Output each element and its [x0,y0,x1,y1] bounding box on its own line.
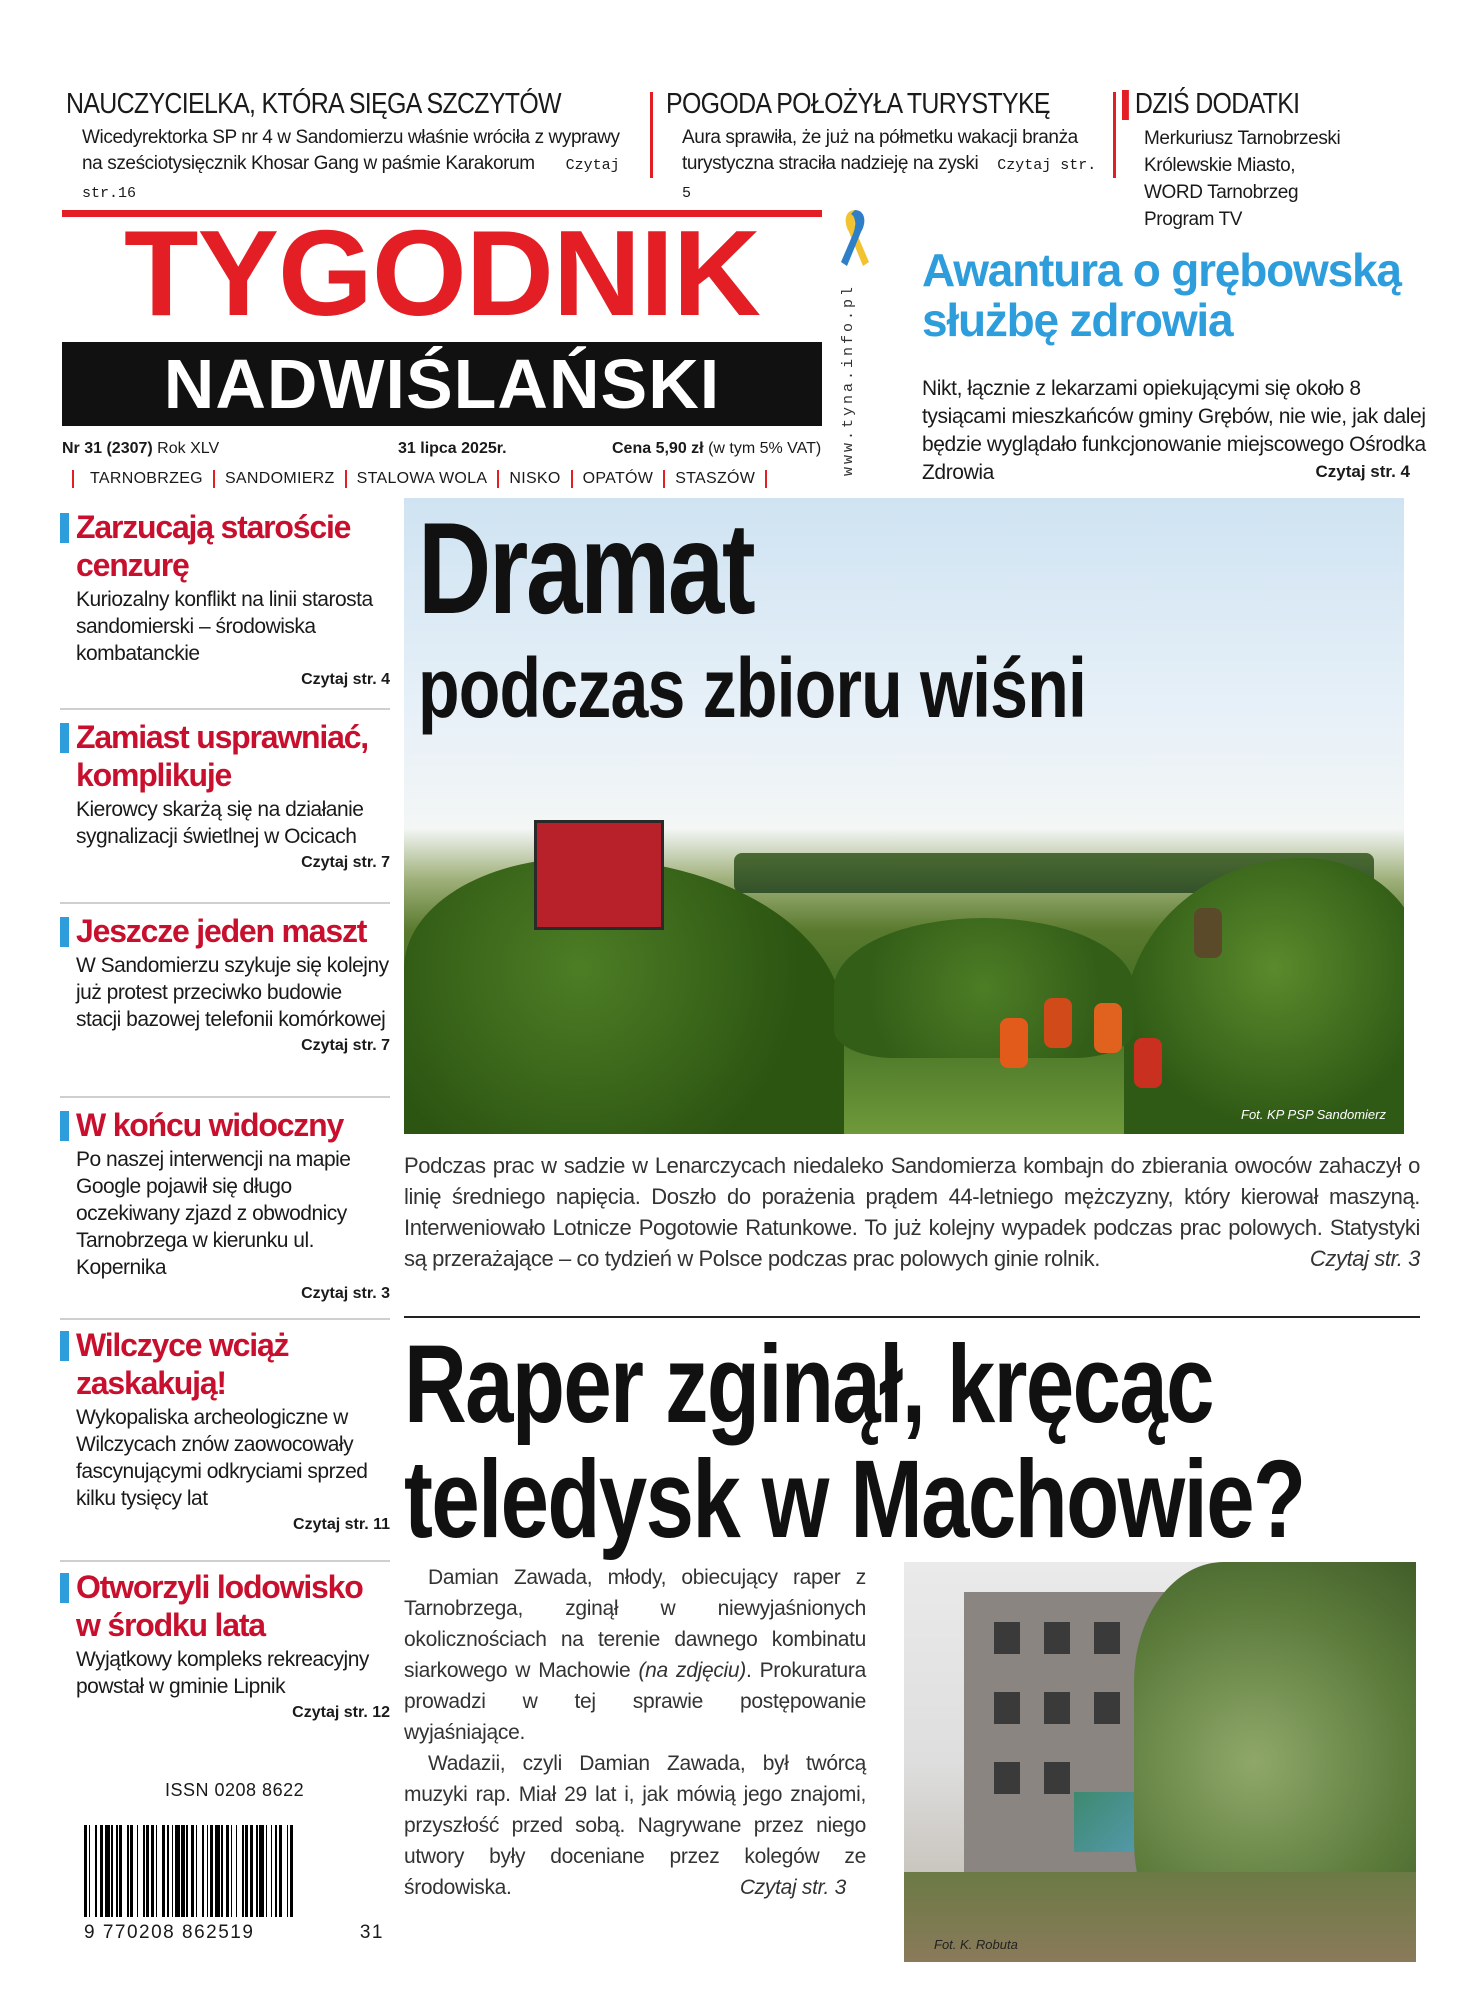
sidebar-item-widoczny[interactable] [60,1106,390,1303]
photo-window [1094,1692,1120,1724]
photo-window [1044,1692,1070,1724]
city-separator [765,470,767,488]
top-teaser-body: Aura sprawiła, że już na półmetku wakacji branża turystyczna straciła nadzieję na zyski Czytaj str. 5 [682,127,1097,202]
ukraine-ribbon-icon [837,206,873,274]
issue-price: Cena 5,90 zł (w tym 5% VAT) [612,440,822,457]
top-teaser-nauczycielka[interactable] [60,88,640,207]
top-teaser-pogoda[interactable] [660,88,1100,207]
czytaj-label: Czytaj str.16 [82,157,620,202]
sidebar-item-lodowisko[interactable] [60,1568,390,1722]
sidebar-item-title: Zamiast usprawniać, komplikuje [60,718,390,794]
lead-paragraph: Wadazii, czyli Damian Zawada, był twórcą muzyki rap. Miał 29 lat i, jak mówią jego znajomi, przyszłość przed sobą. Nagrywane przez niego utwory były doceniane przez kolegów ze środowiska. Czytaj str. 3 [404,1748,866,1903]
sidebar-divider [60,1560,390,1562]
sidebar-item-maszt[interactable] [60,912,390,1055]
city-separator [72,470,74,488]
main-headline[interactable]: Dramat [418,495,754,641]
photo-window [1044,1762,1070,1794]
sidebar-item-title: Jeszcze jeden maszt [60,912,390,950]
czytaj-label: Czytaj str. 3 [301,1285,390,1302]
second-headline-line2[interactable]: teledysk w Machowie? [404,1438,1305,1561]
top-teaser-title: NAUCZYCIELKA, KTÓRA SIĘGA SZCZYTÓW [66,88,561,120]
sidebar-item-body: Wykopaliska archeologiczne w Wilczycach znów zaowocowały fascynującymi odkryciami sprzed kilku tysięcy lat [76,1406,368,1510]
lead-paragraph: Damian Zawada, młody, obiecujący raper z Tarnobrzega, zginął w niewyjaśnionych okolicznościach na terenie dawnego kombinatu siarkowego w Machowie (na zdjęciu). Prokuratura prowadzi w tej sprawie postępowanie wyjaśniające. [404,1566,866,1744]
red-bar-marker [1122,90,1129,120]
sidebar-item-title: Otworzyli lodowisko w środku lata [60,1568,390,1644]
sidebar-item-cenzura[interactable] [60,508,390,689]
sidebar-item-wilczyce[interactable] [60,1326,390,1534]
city-label: NISKO [509,470,561,487]
cities-bar [62,468,822,490]
city-separator [571,470,573,488]
photo-credit: Fot. KP PSP Sandomierz [1241,1107,1386,1122]
right-teaser-title[interactable]: Awantura o grębowską służbę zdrowia [922,244,1401,346]
photo-window [994,1762,1020,1794]
sidebar-item-title: Zarzucają staroście cenzurę [60,508,390,584]
right-teaser-body: Nikt, łącznie z lekarzami opiekującymi się około 8 tysiącami mieszkańców gminy Grębów, nie wie, jak dalej będzie wyglądało funkcjonowanie miejscowego Ośrodka Zdrowia [922,377,1426,484]
photo-window [994,1692,1020,1724]
czytaj-label: Czytaj str. 3 [739,1876,846,1899]
photo-window [1094,1622,1120,1654]
photo-orchard-right [1124,858,1404,1134]
czytaj-label: Czytaj str. 4 [1315,462,1410,481]
second-story-lead [404,1562,866,1903]
city-separator [345,470,347,488]
photo-rescuer [1000,1018,1028,1068]
city-label: SANDOMIERZ [224,470,335,487]
photo-window [1044,1622,1070,1654]
czytaj-label: Czytaj str. 7 [301,854,390,871]
photo-rescuer [1134,1038,1162,1088]
sidebar-item-title: Wilczyce wciąż zaskakują! [60,1326,390,1402]
sidebar-item-body: Wyjątkowy kompleks rekreacyjny powstał w gminie Lipnik [76,1648,369,1698]
city-label: STALOWA WOLA [356,470,488,487]
top-teaser-title: DZIŚ DODATKI [1122,88,1380,121]
city-label: TARNOBRZEG [90,470,203,487]
masthead-title-line2: NADWIŚLAŃSKI [62,342,822,426]
main-headline-sub[interactable]: podczas zbioru wiśni [418,641,1087,735]
second-story-photo[interactable] [904,1562,1416,1962]
sidebar-divider [60,1318,390,1320]
czytaj-label: Czytaj str. 7 [301,1037,390,1054]
czytaj-label: Czytaj str. 4 [301,671,390,688]
issue-number: Nr 31 (2307) Rok XLV [62,440,220,457]
top-teaser-body: Merkuriusz Tarnobrzeski Królewskie Miasto, WORD Tarnobrzeg Program TV [1144,128,1341,230]
column-divider [1113,92,1116,178]
website-url[interactable]: www.tyna.info.pl [840,283,857,477]
section-rule [404,1316,1420,1318]
barcode-bar [290,1825,293,1917]
city-label: STASZÓW [675,470,756,487]
top-teaser-body: Wicedyrektorka SP nr 4 w Sandomierzu właśnie wróciła z wyprawy na sześciotysięcznik Khosar Gang w paśmie Karakorum Czytaj str.16 [82,127,620,202]
sidebar-divider [60,1096,390,1098]
masthead-title-line1: TYGODNIK [124,210,760,336]
city-separator [497,470,499,488]
czytaj-label: Czytaj str. 3 [1309,1246,1420,1271]
column-divider [650,92,653,178]
issue-date: 31 lipca 2025r. [398,440,507,457]
city-separator [663,470,665,488]
city-label: OPATÓW [582,470,654,487]
sidebar-item-sygnalizacja[interactable] [60,718,390,872]
issn-label: ISSN 0208 8622 [165,1780,305,1800]
photo-orchard-middle [834,918,1134,1058]
photo-rescuer [1194,908,1222,958]
czytaj-label: Czytaj str. 12 [292,1704,390,1721]
czytaj-label: Czytaj str. 11 [293,1516,390,1533]
photo-rescuer [1094,1003,1122,1053]
photo-rescuer [1044,998,1072,1048]
photo-credit: Fot. K. Robuta [934,1937,1018,1952]
barcode-number: 9 770208 862519 31 [84,1922,384,1943]
top-teaser-title: POGODA POŁOŻYŁA TURYSTYKĘ [666,88,1050,120]
sidebar-item-body: W Sandomierzu szykuje się kolejny już protest przeciwko budowie stacji bazowej telefonii komórkowej [76,954,389,1031]
sidebar-divider [60,708,390,710]
sidebar-divider [60,902,390,904]
top-teaser-dodatki[interactable] [1122,88,1422,233]
photo-window [994,1622,1020,1654]
main-story-lead: Podczas prac w sadzie w Lenarczycach niedaleko Sandomierza kombajn do zbierania owoców zahaczył o linię średniego napięcia. Doszło do porażenia prądem 44-letniego mężczyzny, który kierował maszyną. Interweniowało Lotnicze Pogotowie Ratunkowe. To już kolejny wypadek podczas prac polowych. Statystyki są przerażające – co tydzień w Polsce podczas prac polowych ginie rolnik. Czytaj str. 3 [404,1150,1420,1274]
sidebar-item-body: Kierowcy skarżą się na działanie sygnalizacji świetlnej w Ocicach [76,798,364,848]
czytaj-label: Czytaj str. 5 [682,157,1097,202]
second-headline-line1[interactable]: Raper zginął, kręcąc [404,1323,1213,1446]
photo-harvester [534,820,664,930]
sidebar-item-title: W końcu widoczny [60,1106,390,1144]
sidebar-item-body: Kuriozalny konflikt na linii starosta sandomierski – środowiska kombatanckie [76,588,373,665]
sidebar-item-body: Po naszej interwencji na mapie Google pojawił się długo oczekiwany zjazd z obwodnicy Tarnobrzega w kierunku ul. Kopernika [76,1148,351,1279]
city-separator [213,470,215,488]
barcode-icon [84,1825,384,1917]
